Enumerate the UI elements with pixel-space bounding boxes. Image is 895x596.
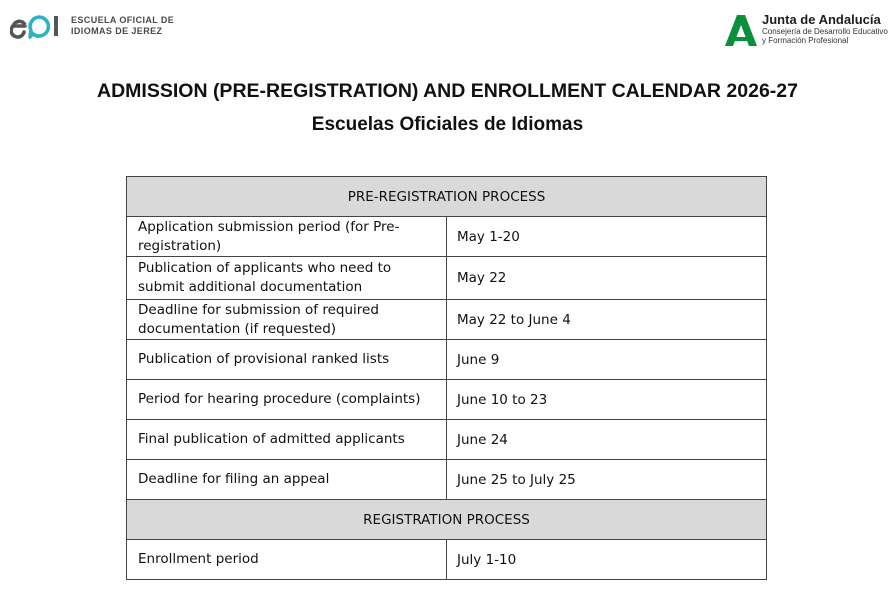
row-date: May 22 <box>447 257 767 300</box>
row-label: Deadline for submission of required documentation (if requested) <box>127 300 447 340</box>
row-label: Deadline for filing an appeal <box>127 460 447 500</box>
registration-heading: REGISTRATION PROCESS <box>127 500 767 540</box>
page-subtitle: Escuelas Oficiales de Idiomas <box>311 114 584 135</box>
row-date: June 24 <box>447 420 767 460</box>
row-date: June 25 to July 25 <box>447 460 767 500</box>
school-name-line2: IDIOMAS DE JEREZ <box>71 26 163 36</box>
junta-logo <box>724 13 888 47</box>
school-name <box>71 15 174 37</box>
table-row <box>127 540 767 580</box>
row-date: June 9 <box>447 340 767 380</box>
table-row <box>127 217 767 257</box>
table-row <box>127 460 767 500</box>
table-row <box>127 380 767 420</box>
junta-sub-line2: y Formación Profesional <box>762 36 849 45</box>
row-date: May 22 to June 4 <box>447 300 767 340</box>
section-header-row <box>127 177 767 217</box>
row-date: July 1-10 <box>447 540 767 580</box>
row-label: Publication of applicants who need to submit additional documentation <box>127 257 447 300</box>
table-row <box>127 300 767 340</box>
row-label: Enrollment period <box>127 540 447 580</box>
page-title: ADMISSION (PRE-REGISTRATION) AND ENROLLMENT CALENDAR 2026-27 <box>97 80 798 102</box>
section-header-row <box>127 500 767 540</box>
table-row <box>127 257 767 300</box>
school-logo-mark-icon <box>10 11 64 41</box>
school-name-line1: ESCUELA OFICIAL DE <box>71 15 175 25</box>
school-logo <box>10 11 174 41</box>
junta-sub-line1: Consejería de Desarrollo Educativo <box>762 27 888 36</box>
table-row <box>127 420 767 460</box>
row-label: Application submission period (for Pre-registration) <box>127 217 447 257</box>
row-label: Period for hearing procedure (complaints) <box>127 380 447 420</box>
junta-a-icon <box>724 13 758 47</box>
calendar-table <box>126 176 767 580</box>
row-date: June 10 to 23 <box>447 380 767 420</box>
junta-name: Junta de Andalucía <box>762 12 881 27</box>
pre-registration-heading: PRE-REGISTRATION PROCESS <box>127 177 767 217</box>
row-date: May 1-20 <box>447 217 767 257</box>
row-label: Final publication of admitted applicants <box>127 420 447 460</box>
table-row <box>127 340 767 380</box>
row-label: Publication of provisional ranked lists <box>127 340 447 380</box>
